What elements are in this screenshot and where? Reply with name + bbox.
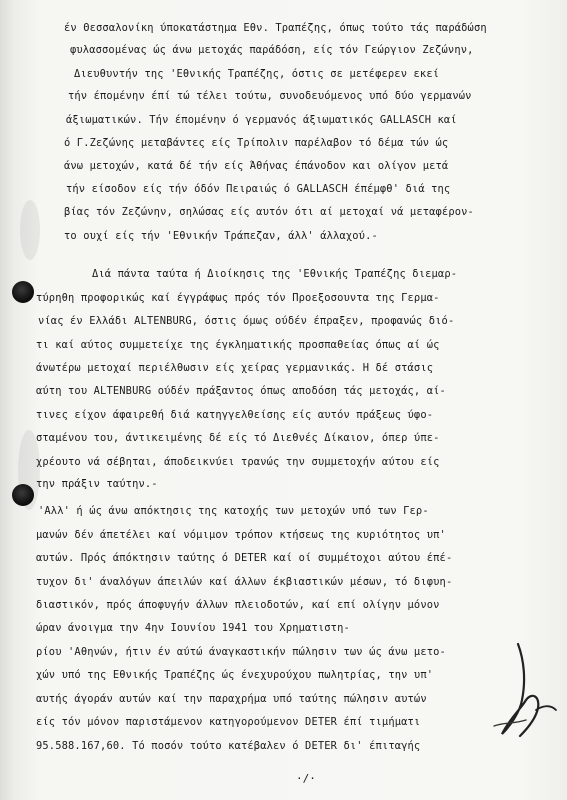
text-line: τήν είσοδον είς τήν όδόν Πειραιώς ό GALLASCH έπέμφθ' διά της xyxy=(66,183,451,195)
text-line: ό Γ.Ζεζώνης μεταβάντες είς Τρίπολιν παρέλαβον τό δέμα τών ώς xyxy=(64,137,449,149)
text-line: αυτών. Πρός άπόκτησιν ταύτης ό DETER καί οί συμμέτοχοι αύτου έπέ- xyxy=(36,552,453,564)
text-line: το ουχί είς τήν 'Εθνικήν Τράπεζαν, άλλ' άλλαχού.- xyxy=(64,230,378,242)
text-line: τινες είχον άφαιρεθή διά κατηγγελθείσης είς αυτόν πράξεως ύφο- xyxy=(36,409,434,421)
text-line: Διευθυντήν της 'Εθνικής Τραπέζης, όστις σε μετέφερεν εκεί xyxy=(74,68,440,80)
text-line: ρίου 'Αθηνών, ήτιν έν αύτώ άναγκαστικήν πώλησιν των ώς άνω μετο- xyxy=(36,646,446,658)
text-line: την πράξιν ταύτην.- xyxy=(36,478,158,490)
text-line: τήν έπομένην έπί τώ τέλει τούτω, συνοδευόμενος υπό δύο γερμανών xyxy=(68,90,472,102)
text-line: Διά πάντα ταύτα ή Διοίκησις της 'Εθνικής Τραπέζης διεμαρ- xyxy=(92,268,458,280)
text-line: αυτής άγοράν αυτών καί την παραχρήμα υπό ταύτης πώλησιν αυτών xyxy=(36,693,427,705)
text-line: τύρηθη προφορικώς καί έγγράφως πρός τόν Προεξοσουντα της Γερμα- xyxy=(36,292,440,304)
text-line: χρέουτο νά σέβηται, άποδεικνύει τρανώς την συμμετοχήν αύτου είς xyxy=(36,456,440,468)
text-line: ώραν άνοιγμα την 4ην Ιουνίου 1941 του Χρηματιστη- xyxy=(36,622,350,634)
text-line: βίας τόν Ζεζώνην, σηλώσας είς αυτόν ότι αί μετοχαί νά μεταφέρον- xyxy=(64,206,474,218)
text-line: άξιωματικών. Τήν έπομένην ό γερμανός άξιωματικός GALLASCH καί xyxy=(66,114,457,126)
continuation-mark: ·/· xyxy=(296,772,316,785)
text-line: 'Αλλ' ή ώς άνω απόκτησις της κατοχής των μετοχών υπό των Γερ- xyxy=(38,505,429,517)
text-line: αύτη του ALTENBURG ούδέν πράξαντος όπως αποδόση τάς μετοχάς, αί- xyxy=(36,385,446,397)
text-line: έν Θεσσαλονίκη ύποκατάστημα Εθν. Τραπέζης, όπως τούτο τάς παράδώση xyxy=(64,22,487,34)
text-line: σταμένου του, άντικειμένης δέ είς τό Διεθνές Δίκαιον, όπερ ύπε- xyxy=(36,432,440,444)
handwritten-signature xyxy=(480,640,560,750)
text-line: φυλασσομένας ώς άνω μετοχάς παράδόση, είς τόν Γεώργιον Ζεζώνην, xyxy=(70,44,474,56)
text-line: διαστικόν, πρός άποφυγήν άλλων πλειοδοτών, καί επί ολίγην μόνον xyxy=(36,599,440,611)
text-line: άνω μετοχών, κατά δέ τήν είς Άθήνας έπάνοδον και ολίγον μετά xyxy=(64,160,449,172)
text-line: τυχον δι' άναλόγων άπειλών καί άλλων έκβιαστικών μέσων, τό διφυη- xyxy=(36,576,453,588)
text-line: μανών δέν άπετέλει καί νόμιμον τρόπον κτήσεως της κυριότητος υπ' xyxy=(36,529,446,541)
text-line: τι καί αύτος συμμετείχε της έγκληματικής προσπαθείας όπως αί ώς xyxy=(36,339,440,351)
text-line: είς τόν μόνον παριστάμενον κατηγορούμενον DETER έπί τιμήματι xyxy=(36,716,421,728)
text-line: άνωτέρω μετοχαί περιέλθωσιν είς χείρας γερμανικάς. Η δέ στάσις xyxy=(36,362,434,374)
text-line: 95.588.167,60. Τό ποσόν τούτο κατέβαλεν ό DETER δι' έπιταγής xyxy=(36,740,421,752)
text-line: νίας έν Ελλάδι ALTENBURG, όστις όμως ούδέν έπραξεν, προφανώς διό- xyxy=(38,315,455,327)
text-line: χών υπό της Εθνικής Τραπέζης ώς ένεχυρούχου πωλητρίας, την υπ' xyxy=(36,669,434,681)
